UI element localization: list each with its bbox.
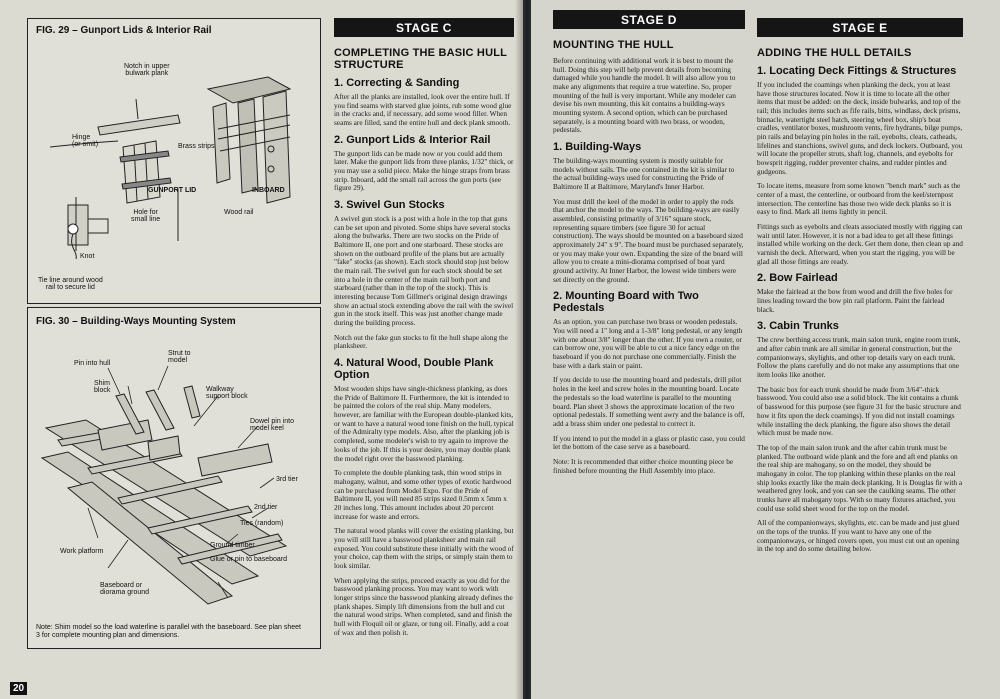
- stage-d-s1-title: 1. Building-Ways: [553, 141, 642, 154]
- label-hole: Hole for small line: [131, 209, 161, 224]
- stage-d-s2-p3: If you intend to put the model in a glass or plastic case, you could let the bottom of the case serve as a baseboard.: [553, 433, 745, 452]
- stage-e-column: [757, 18, 963, 560]
- label-third-tier: 3rd tier: [276, 476, 298, 483]
- stage-c-s4-title: 4. Natural Wood, Double Plank Option: [334, 357, 494, 382]
- stage-e-bar: STAGE E: [757, 18, 963, 37]
- figure-29: [27, 18, 321, 304]
- stage-c-s2-p1: The gunport lids can be made now or you could add them later. Make the gunport lids from three planks, 1/32" thick, or you may use a solid piece. Make the hinge straps from brass strip. Inboard, add the small rail across the gun ports (see figure 29).: [334, 148, 514, 193]
- stage-d-bar: STAGE D: [553, 10, 745, 29]
- label-knot: Knot: [80, 253, 95, 260]
- stage-d-s2-title: 2. Mounting Board with Two Pedestals: [553, 290, 699, 315]
- stage-e-s1-title: 1. Locating Deck Fittings & Structures: [757, 65, 957, 77]
- label-brass-strips: Brass strips: [178, 143, 215, 150]
- stage-e-s1-p1: If you included the coamings when planking the deck, you at least have those structures located. Now it is time to locate all the other items that must be added: on the deck, inside bulwarks, and top of the rail; this includes items such as fife rails, bitts, windlass, deck prisms, binnacle, watertight steel hatch, steering wheel box, ship's boat cradles, ventilator boxes, mushroom vents, fire hydrants, bilge pumps, pin rails and belaying pin holes in the rail, eyebolts, cleats, catheads, lifelines and stanchions, swivel guns, and deck lockers. Outboard, you will locate the propeller struts, shaft log, channels, and eyebolts for bowsprit rigging, rudder preventer chains, and rudder pintles and gudgeons.: [757, 80, 963, 176]
- stage-c-s3-p1: A swivel gun stock is a post with a hole in the top that guns can be set upon and pivoted. Some ships have several stocks along the bulwarks. There are two stocks on the Pride of Baltimore II, one port and one starboard. These stocks are shown on the outboard profile of the plans but are actually "fake" stocks (as shown). Each stock should stop just below the main rail. The swivel gun for each stock should be set into a hole in the center of the main rail both port and starboard (rather than in the top of the stock). This is interesting because Tom Gillmer's original design drawings show an actual stock extending above the rail with the swivel gun in the stock itself. This was just another change made during the building process.: [334, 214, 514, 328]
- stage-c-s1-title: 1. Correcting & Sanding: [334, 77, 460, 89]
- stage-d-s1-p2: You must drill the keel of the model in order to apply the rods that anchor the model to the ways. The building-ways are easily assembled, consisting primarily of 3/16" square stock, representing square timbers (see figure 30 for actual construction). The ways should be mounted on a baseboard sized approximately 24" x 9". The board must be purchased separately, or you may make your own. Expanding the size of the board will allow you to create a mini-diorama comprised of boat yard ground activity. At Inner Harbor, the lowest wide timbers were set directly on the ground.: [553, 196, 744, 284]
- stage-c-s3-p2: Notch out the fake gun stocks to fit the hull shape along the planksheer.: [334, 332, 508, 351]
- label-walkway: Walkway support block: [206, 386, 248, 401]
- stage-e-s3-p4: All of the companionways, skylights, etc. can be made and just glued on the tops of the trunks. If you want to have any one of the companionways, or hinged covers open, you must cut out an opening in the top and do some detailing below.: [757, 518, 960, 554]
- stage-e-heading: ADDING THE HULL DETAILS: [757, 47, 912, 59]
- label-second-tier: 2nd tier: [254, 504, 278, 511]
- label-gunport-lid: GUNPORT LID: [148, 187, 197, 194]
- stage-d-intro: Before continuing with additional work it is best to mount the hull. Doing this step will help prevent details from becoming damaged while you handle the model. It will also allow you to make any alignments that require a true waterline. So, proper mounting of the hull is very important. While any modeler can devise his own mounting, this kit contains a building-ways mounting system. A second option, which can be purchased separately, is a mounting board with two brass, or wooden, pedestals.: [553, 56, 736, 135]
- figure-30-title: FIG. 30 – Building-Ways Mounting System: [36, 316, 236, 327]
- label-notch: Notch in upper bulwark plank: [124, 63, 170, 78]
- stage-c-bar: STAGE C: [334, 18, 514, 37]
- label-strut: Strut to model: [168, 350, 191, 365]
- label-dowel: Dowel pin into model keel: [250, 418, 294, 433]
- stage-c-heading: COMPLETING THE BASIC HULL STRUCTURE: [334, 47, 507, 71]
- label-baseboard: Baseboard or diorama ground: [100, 582, 150, 597]
- figure-30: [27, 307, 321, 649]
- stage-e-s2-title: 2. Bow Fairlead: [757, 272, 838, 285]
- stage-e-s3-p3: The top of the main salon trunk and the after cabin trunk must be planked. The outboard wide plank and the fore and aft end planks on the real ship are mahogany, so on the model, they should be mahogany in color. The top planking within these planks on the real ship looks exactly like the main deck planking. It is Douglas fir with a weathered grey look, and you can see the caulking seams. The other trunks have all mahogany tops. With so many fixtures attached, you could use solid sheet wood for the top on the model.: [757, 442, 963, 513]
- stage-c-s4-p2: To complete the double planking task, thin wood strips in mahogany, walnut, and some other types of exotic hardwood can be purchased from Model Expo. For the Pride of Baltimore II, you will need 85 strips sized 0.5mm x 5mm x 20 inches long. This amount includes about 20 percent increase for waste and errors.: [334, 468, 512, 521]
- figure-29-drawing: [28, 19, 320, 303]
- stage-e-s2-p1: Make the fairlead at the bow from wood and drill the five holes for lines leading toward the bow pin rail platform. Paint the fairlead black.: [757, 287, 953, 314]
- label-pin-into-hull: Pin into hull: [74, 360, 111, 367]
- stage-e-s1-p3: Fittings such as eyebolts and cleats associated mostly with rigging can wait until later. However, it is not a bad idea to get all these fittings installed while working on the deck. Get them done, then clean up and varnish the deck. Afterward, when you start the rigging, you will be glad all those fittings are ready.: [757, 222, 963, 266]
- label-tie-line: Tie line around wood rail to secure lid: [38, 277, 103, 292]
- stage-d-s1-p1: The building-ways mounting system is mostly suitable for models without sails. The one contained in the kit is similar to the actual building-ways used for constructing the Pride of Baltimore II at Baltimore, Maryland's Inner Harbor.: [553, 156, 735, 192]
- stage-d-column: [553, 10, 745, 481]
- label-work-platform: Work platform: [60, 548, 104, 555]
- page-number: 20: [10, 682, 27, 695]
- label-ties: Ties (random): [240, 520, 284, 527]
- stage-c-s3-title: 3. Swivel Gun Stocks: [334, 199, 445, 212]
- label-inboard: INBOARD: [252, 187, 285, 194]
- label-shim-block: Shim block: [94, 380, 111, 395]
- label-hinge: Hinge (or omit): [72, 134, 99, 149]
- right-page: [531, 0, 1000, 699]
- stage-e-s3-p2: The basic box for each trunk should be made from 3/64"-thick basswood. You could also use a solid block. The kit contains a chunk of basswood for this purpose (see figure 31 for the basic structure and how it fits upon the deck coamings). If you did not install coamings while installing the deck planking, the figure also shows the detail which must be made now.: [757, 384, 961, 438]
- stage-d-s2-p2: If you decide to use the mounting board and pedestals, drill pilot holes in the keel and screw holes in the mounting board. Locate the pedestals so the load waterline is parallel to the mounting board. Plan sheet 3 shows the approximate location of the two optional pedestals. If something went awry and the balance is off, add a brass shim under one pedestal to correct it.: [553, 375, 745, 428]
- stage-c-s4-p1: Most wooden ships have single-thickness planking, as does the Pride of Baltimore II. Furthermore, the kit is intended to be painted the colors of the real ship. Many modelers, however, are familiar with the European double-planked kits, or want to have a natural wood tone finish on the hull, typical of the Admiralty type models. Also, after the planking job is completed, some modeler's wish to try again to improve the looks of the job. If this is your desire, you may double plank the model right over the basswood planking.: [334, 384, 514, 463]
- stage-e-s3-p1: The crew berthing access trunk, main salon trunk, engine room trunk, and after cabin trunk are all similar in general construction, but the companionways, skylights, and other top details vary on each trunk. Follow the plans carefully and do not make any assumptions that one item looks like another.: [757, 335, 961, 380]
- stage-d-s2-p1: As an option, you can purchase two brass or wooden pedestals. You will need a 1" long and a 1-3/8" long pedestal, or any length with one about 3/8" longer than the other. If you own a router, or can borrow one, you will be able to cut a nice fancy edge on the baseboard if you do not purchase one commercially. Finish the base with a dark stain or paint.: [553, 317, 743, 370]
- figure-30-note: Note: Shim model so the load waterline is parallel with the baseboard. See plan sheet 3 for complete mounting plan and dimensions.: [36, 624, 301, 640]
- stage-c-column: [334, 18, 514, 643]
- stage-c-s4-p3: The natural wood planks will cover the existing planking, but you will still have a basswood planksheer and main rail exposed. You could substitute these initially with the wood of your choice, cap them with the strips, or simply stain them to look similar.: [334, 526, 514, 570]
- figure-29-title: FIG. 29 – Gunport Lids & Interior Rail: [36, 25, 212, 36]
- stage-d-heading: MOUNTING THE HULL: [553, 39, 674, 51]
- label-ground-timber: Ground timber: [210, 542, 255, 549]
- stage-c-s1-p1: After all the planks are installed, look over the entire hull. If you find seams with starved glue joints, rub some wood glue in the cracks and, if necessary, add some wood filler. When seams are filled, sand the entire hull and deck plank smooth.: [334, 92, 512, 128]
- label-glue-pin: Glue or pin to baseboard: [210, 556, 288, 563]
- stage-e-s1-p2: To locate items, measure from some known "bench mark" such as the center of a mast, the centerline, or outboard from the keel/sternpost intersection. The centerline has those two wide deck planks so it is easy to find. Mark all items lightly in pencil.: [757, 181, 961, 217]
- stage-c-s2-title: 2. Gunport Lids & Interior Rail: [334, 133, 491, 146]
- stage-d-s2-note: Note: It is recommended that either choice mounting piece be finished before mounting the Hull Assembly into place.: [553, 456, 734, 475]
- stage-e-s3-title: 3. Cabin Trunks: [757, 320, 839, 333]
- label-wood-rail: Wood rail: [224, 209, 254, 216]
- stage-c-s4-p4: When applying the strips, proceed exactly as you did for the basswood planking process. You may want to work with longer strips since the basswood planking already defines the plank shapes. Simply lift dimensions from the hull and cut the natural wood strips. When completed, sand and finish the hull with Floquil oil or glaze, or tung oil. Finally, add a coat of wax and then polish it.: [334, 575, 513, 637]
